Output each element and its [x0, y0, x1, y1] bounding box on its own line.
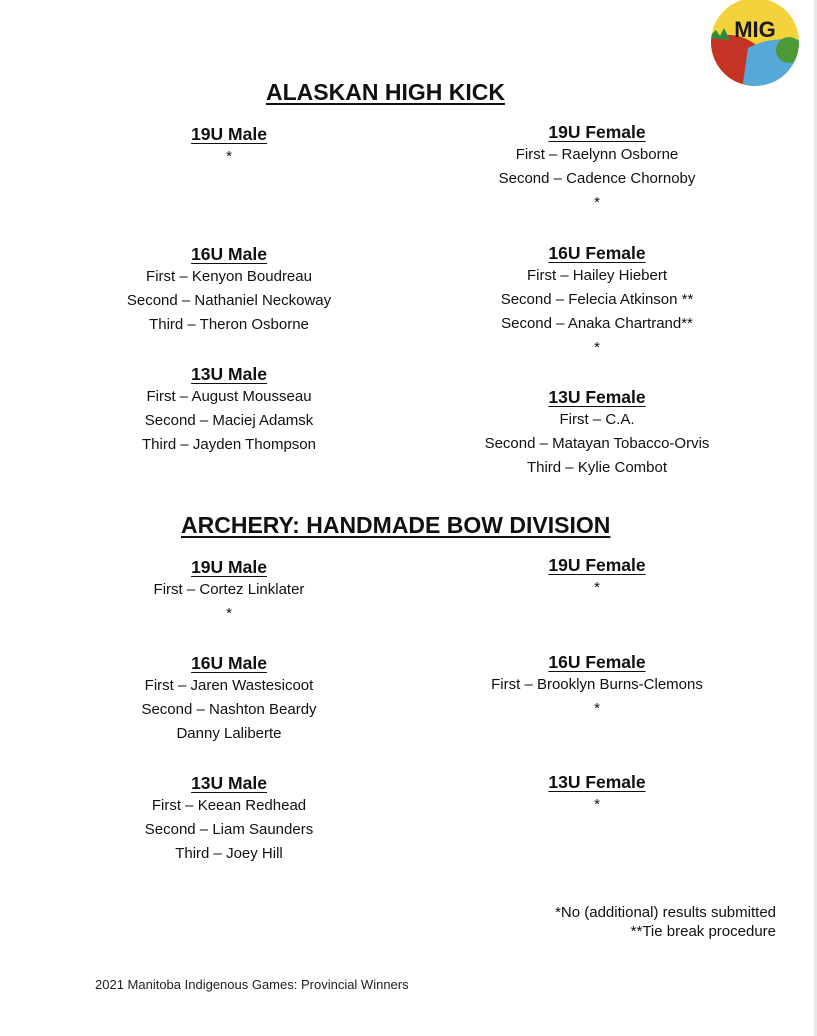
result-line: First – Keean Redhead — [151, 797, 307, 814]
category-heading: 16U Male — [191, 244, 267, 264]
result-block — [49, 243, 409, 337]
result-block — [49, 772, 409, 866]
category-heading: 13U Male — [191, 364, 267, 384]
result-block — [417, 771, 777, 817]
category-heading: 13U Female — [548, 387, 646, 407]
result-line: First – Cortez Linklater — [153, 581, 305, 598]
result-block — [417, 121, 777, 215]
result-block — [49, 556, 409, 626]
category-heading: 19U Male — [191, 557, 267, 577]
result-line: Second – Felecia Atkinson ** — [500, 291, 694, 308]
category-heading: 13U Male — [191, 773, 267, 793]
section-title-high-kick: ALASKAN HIGH KICK — [266, 79, 505, 105]
result-block — [49, 363, 409, 457]
result-line: Second – Liam Saunders — [144, 821, 314, 838]
result-line: First – Jaren Wastesicoot — [144, 677, 314, 694]
mig-logo — [708, 0, 802, 86]
result-line: First – August Mousseau — [146, 388, 312, 405]
result-line: Third – Kylie Combot — [526, 459, 668, 476]
result-line: First – Kenyon Boudreau — [146, 268, 312, 285]
result-line: * — [594, 194, 600, 211]
result-line: Second – Cadence Chornoby — [498, 170, 696, 187]
result-line: * — [226, 605, 232, 622]
result-block — [49, 652, 409, 746]
result-block — [417, 386, 777, 480]
result-line: Second – Nashton Beardy — [141, 701, 317, 718]
result-line: Second – Anaka Chartrand** — [501, 315, 693, 332]
footnotes — [555, 903, 776, 941]
result-block — [49, 123, 409, 169]
result-line: Danny Laliberte — [176, 725, 282, 742]
result-line: Third – Joey Hill — [175, 845, 283, 862]
category-heading: 19U Female — [548, 555, 646, 575]
result-line: First – Raelynn Osborne — [515, 146, 679, 163]
category-heading: 13U Female — [548, 772, 646, 792]
category-heading: 19U Female — [548, 122, 646, 142]
result-line: Second – Matayan Tobacco-Orvis — [484, 435, 710, 452]
result-line: Second – Maciej Adamsk — [144, 412, 314, 429]
result-line: Third – Jayden Thompson — [142, 436, 316, 453]
category-heading: 16U Female — [548, 243, 646, 263]
result-line: * — [594, 700, 600, 717]
result-block — [417, 651, 777, 721]
category-heading: 19U Male — [191, 124, 267, 144]
result-line: * — [594, 339, 600, 356]
logo-text: MIG — [734, 17, 776, 42]
result-line: Second – Nathaniel Neckoway — [126, 292, 332, 309]
page-footer: 2021 Manitoba Indigenous Games: Provincial Winners — [95, 977, 409, 992]
result-line: First – Brooklyn Burns-Clemons — [491, 676, 703, 693]
footnote-no-results: *No (additional) results submitted — [555, 904, 776, 921]
category-heading: 16U Female — [548, 652, 646, 672]
result-block — [417, 554, 777, 600]
footnote-tie-break: **Tie break procedure — [630, 923, 776, 940]
section-title-archery: ARCHERY: HANDMADE BOW DIVISION — [181, 512, 611, 538]
result-line: * — [594, 579, 600, 596]
result-line: First – Hailey Hiebert — [526, 267, 668, 284]
result-line: * — [226, 148, 232, 165]
result-block — [417, 242, 777, 360]
result-line: * — [594, 796, 600, 813]
result-line: Third – Theron Osborne — [149, 316, 309, 333]
result-line: First – C.A. — [559, 411, 635, 428]
category-heading: 16U Male — [191, 653, 267, 673]
